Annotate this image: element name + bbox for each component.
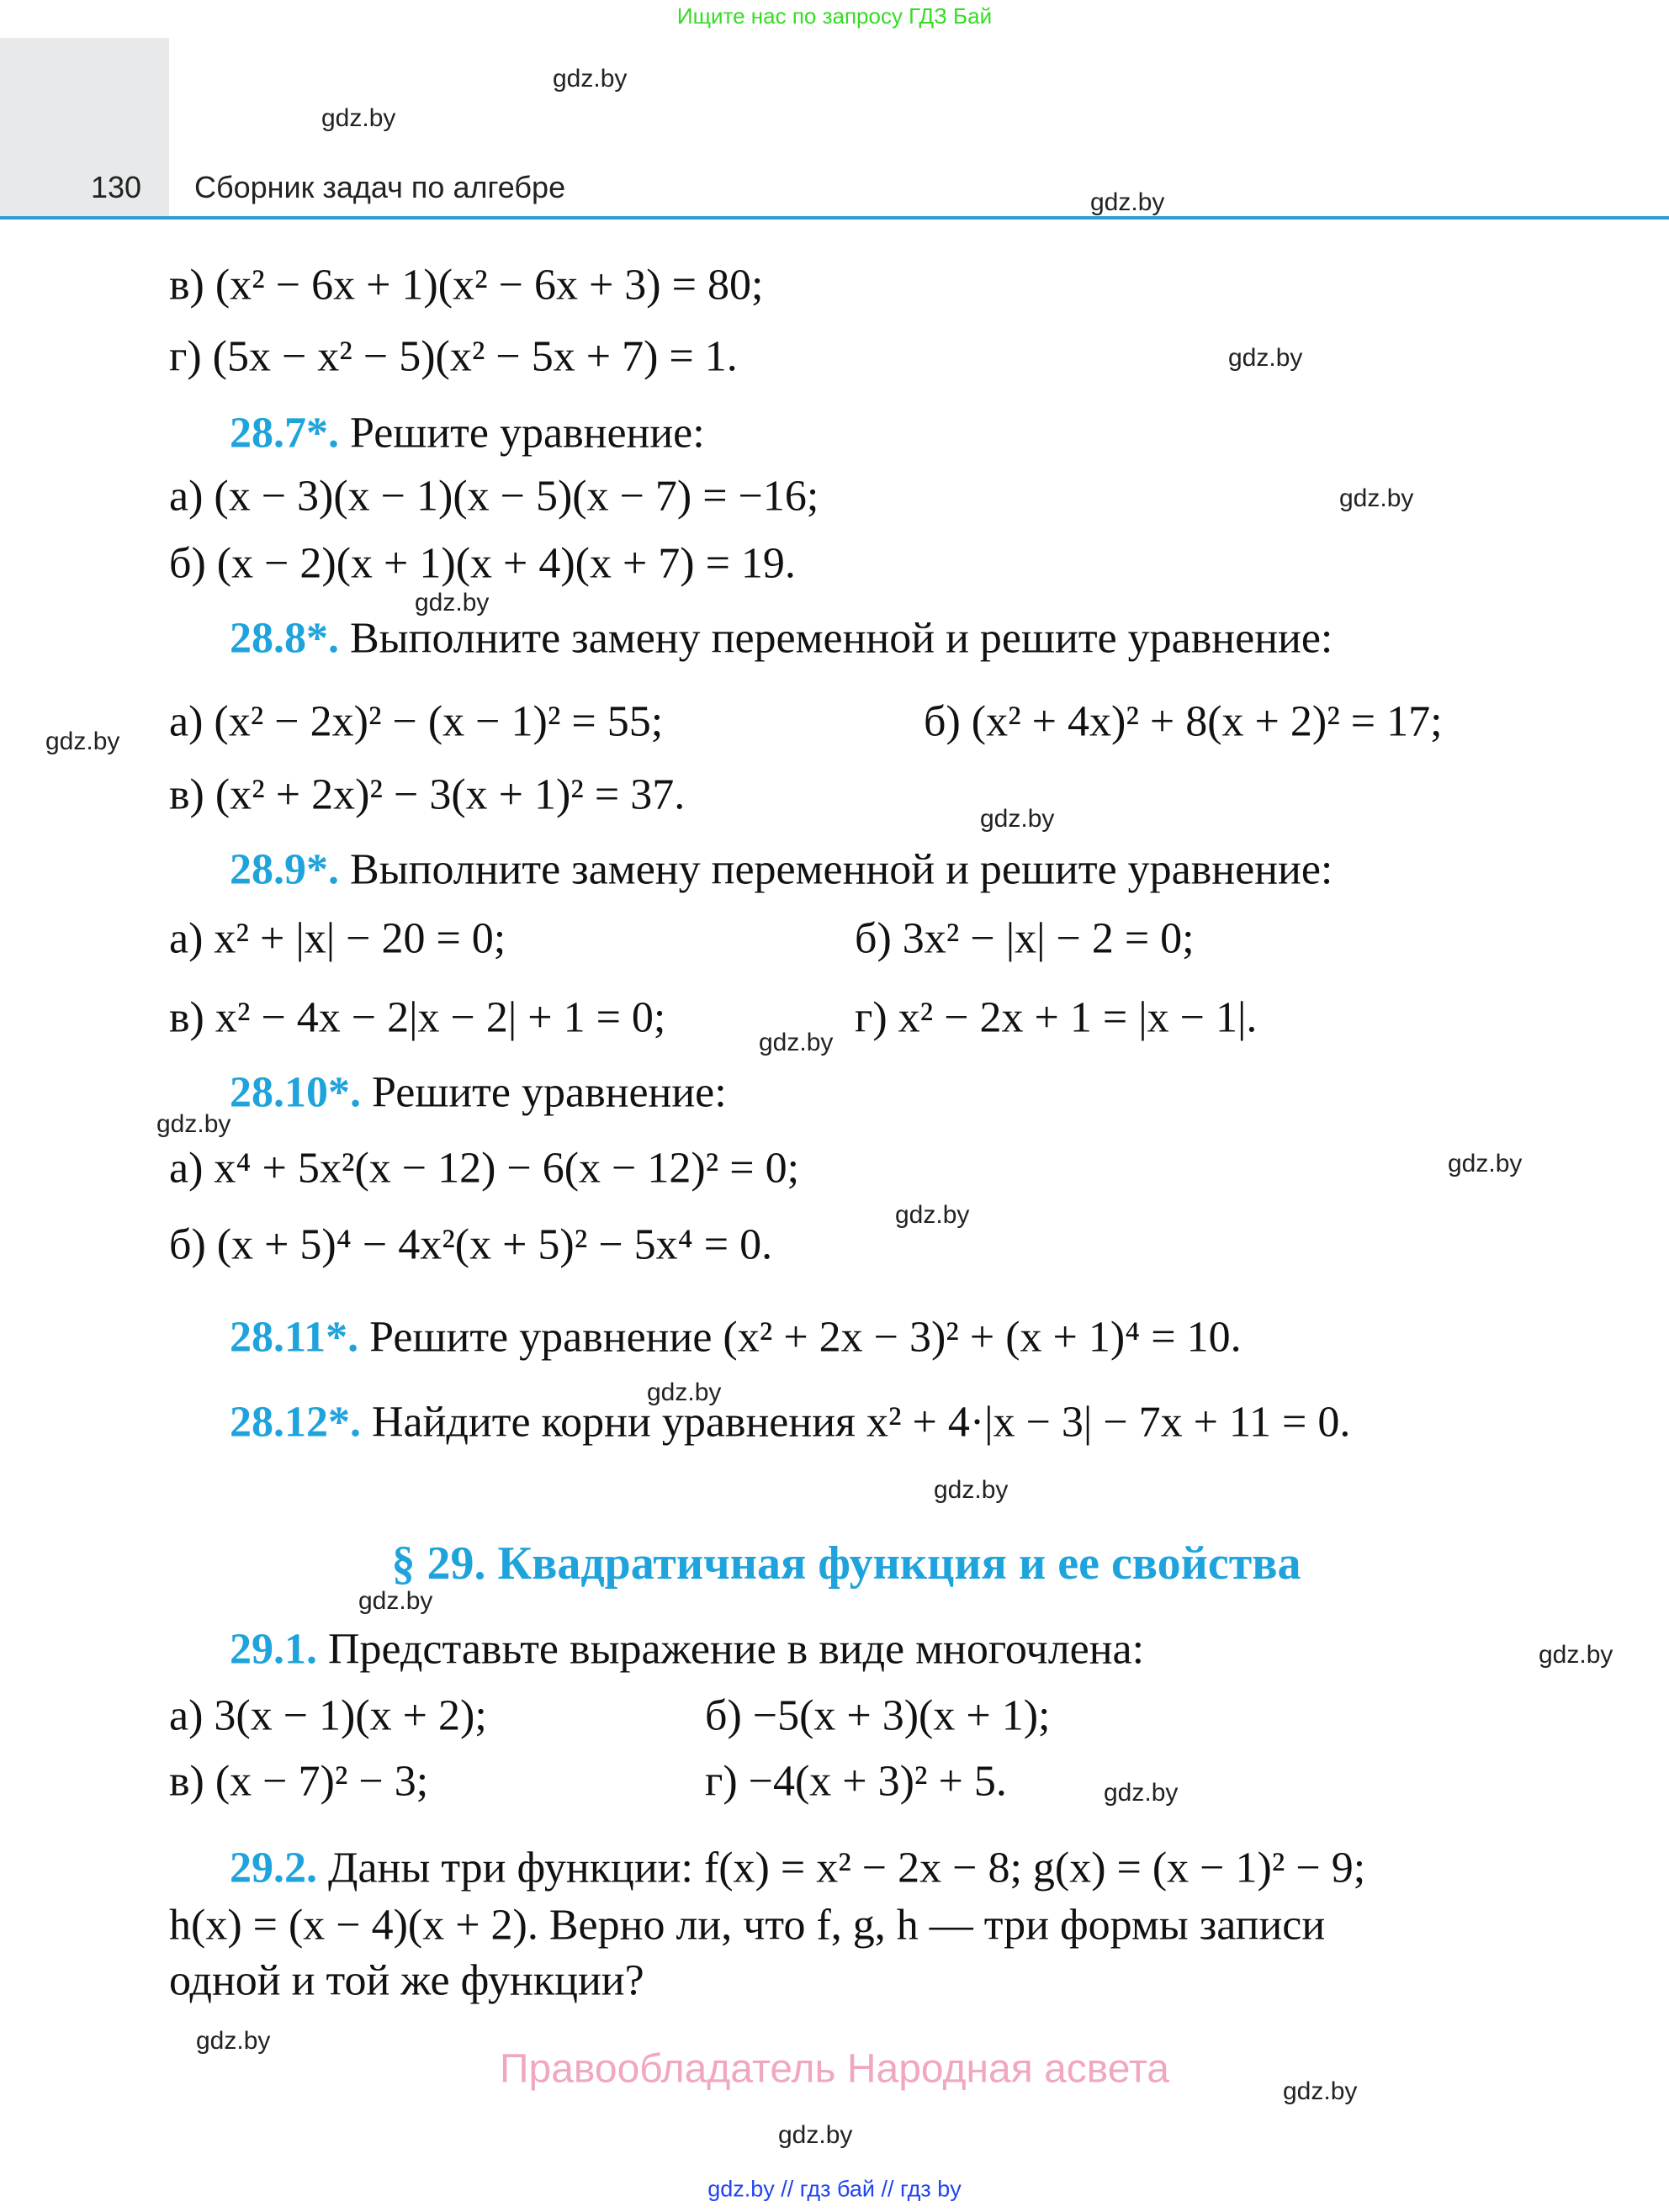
watermark: gdz.by	[1448, 1150, 1523, 1177]
exercise-prompt: Представьте выражение в виде многочлена:	[328, 1625, 1145, 1674]
page-number: 130	[91, 170, 142, 204]
exercise-heading	[230, 1398, 1350, 1447]
watermark: gdz.by	[980, 805, 1055, 833]
watermark: gdz.by	[45, 728, 120, 755]
watermark: gdz.by	[759, 1029, 834, 1056]
watermark: gdz.by	[1339, 484, 1414, 512]
exercise-prompt: Выполните замену переменной и решите уравнение:	[350, 845, 1333, 894]
exercise-number: 28.12*.	[230, 1398, 361, 1447]
watermark: gdz.by	[415, 589, 490, 617]
watermark: gdz.by	[321, 104, 396, 132]
watermark: gdz.by	[934, 1476, 1009, 1504]
exercise-number: 29.2.	[230, 1844, 317, 1892]
watermark: gdz.by	[1228, 344, 1303, 372]
exercise-line: одной и той же функции?	[169, 1956, 644, 2005]
exercise-line: г) (5x − x² − 5)(x² − 5x + 7) = 1.	[169, 332, 738, 381]
exercise-heading	[230, 614, 1333, 664]
watermark: gdz.by	[1090, 188, 1165, 216]
exercise-number: 28.8*.	[230, 614, 339, 663]
exercise-heading	[230, 845, 1333, 895]
watermark: gdz.by	[196, 2027, 271, 2055]
exercise-line: в) (x² − 6x + 1)(x² − 6x + 3) = 80;	[169, 261, 764, 310]
exercise-line: h(x) = (x − 4)(x + 2). Верно ли, что f, g, h — три формы записи	[169, 1901, 1326, 1950]
section-title: § 29. Квадратичная функция и ее свойства	[391, 1537, 1301, 1590]
page-margin-tab	[0, 38, 169, 219]
watermark: gdz.by	[553, 65, 628, 93]
watermark: gdz.by	[156, 1110, 231, 1138]
exercise-number: 28.7*.	[230, 409, 339, 458]
exercise-line: в) x² − 4x − 2|x − 2| + 1 = 0;	[169, 993, 666, 1042]
exercise-number: 28.10*.	[230, 1068, 361, 1117]
exercise-line: в) (x² + 2x)² − 3(x + 1)² = 37.	[169, 770, 686, 819]
exercise-prompt: Выполните замену переменной и решите уравнение:	[350, 614, 1333, 663]
exercise-heading	[230, 1313, 1242, 1363]
exercise-line: б) (x + 5)⁴ − 4x²(x + 5)² − 5x⁴ = 0.	[169, 1220, 773, 1269]
search-banner: Ищите нас по запросу ГДЗ Бай	[676, 3, 993, 29]
exercise-line: а) (x² − 2x)² − (x − 1)² = 55;	[169, 697, 664, 746]
exercise-line: а) 3(x − 1)(x + 2);	[169, 1691, 487, 1740]
exercise-prompt: Решите уравнение (x² + 2x − 3)² + (x + 1)⁴ = 10.	[369, 1313, 1242, 1362]
watermark: gdz.by	[647, 1379, 722, 1406]
exercise-number: 28.11*.	[230, 1313, 359, 1362]
watermark: gdz.by	[895, 1201, 970, 1229]
exercise-heading	[230, 1844, 1365, 1893]
exercise-number: 29.1.	[230, 1625, 317, 1674]
exercise-line: а) (x − 3)(x − 1)(x − 5)(x − 7) = −16;	[169, 472, 819, 521]
exercise-prompt: Даны три функции: f(x) = x² − 2x − 8; g(x) = (x − 1)² − 9;	[328, 1844, 1366, 1892]
exercise-line: в) (x − 7)² − 3;	[169, 1757, 429, 1806]
exercise-line: а) x⁴ + 5x²(x − 12) − 6(x − 12)² = 0;	[169, 1144, 800, 1193]
exercise-line: б) 3x² − |x| − 2 = 0;	[855, 914, 1195, 963]
exercise-line: а) x² + |x| − 20 = 0;	[169, 914, 506, 963]
footer-links[interactable]: gdz.by // гдз бай // гдз by	[707, 2176, 962, 2202]
exercise-heading	[230, 409, 705, 458]
exercise-line: б) (x² + 4x)² + 8(x + 2)² = 17;	[924, 697, 1443, 746]
exercise-number: 28.9*.	[230, 845, 339, 894]
header-rule	[0, 216, 1669, 220]
running-title: Сборник задач по алгебре	[194, 170, 566, 204]
watermark: gdz.by	[1539, 1641, 1613, 1669]
exercise-line: б) −5(x + 3)(x + 1);	[705, 1691, 1051, 1740]
watermark: gdz.by	[358, 1587, 433, 1615]
exercise-heading	[230, 1625, 1144, 1675]
exercise-prompt: Найдите корни уравнения x² + 4·|x − 3| − 7x + 11 = 0.	[372, 1398, 1351, 1447]
exercise-line: г) x² − 2x + 1 = |x − 1|.	[855, 993, 1258, 1042]
exercise-prompt: Решите уравнение:	[350, 409, 705, 458]
watermark: gdz.by	[1283, 2077, 1358, 2105]
watermark: gdz.by	[778, 2121, 853, 2149]
exercise-heading	[230, 1068, 727, 1118]
watermark: gdz.by	[1104, 1779, 1179, 1807]
exercise-line: б) (x − 2)(x + 1)(x + 4)(x + 7) = 19.	[169, 539, 796, 588]
exercise-line: г) −4(x + 3)² + 5.	[705, 1757, 1007, 1806]
exercise-prompt: Решите уравнение:	[372, 1068, 727, 1117]
copyright-notice: Правообладатель Народная асвета	[500, 2046, 1169, 2092]
